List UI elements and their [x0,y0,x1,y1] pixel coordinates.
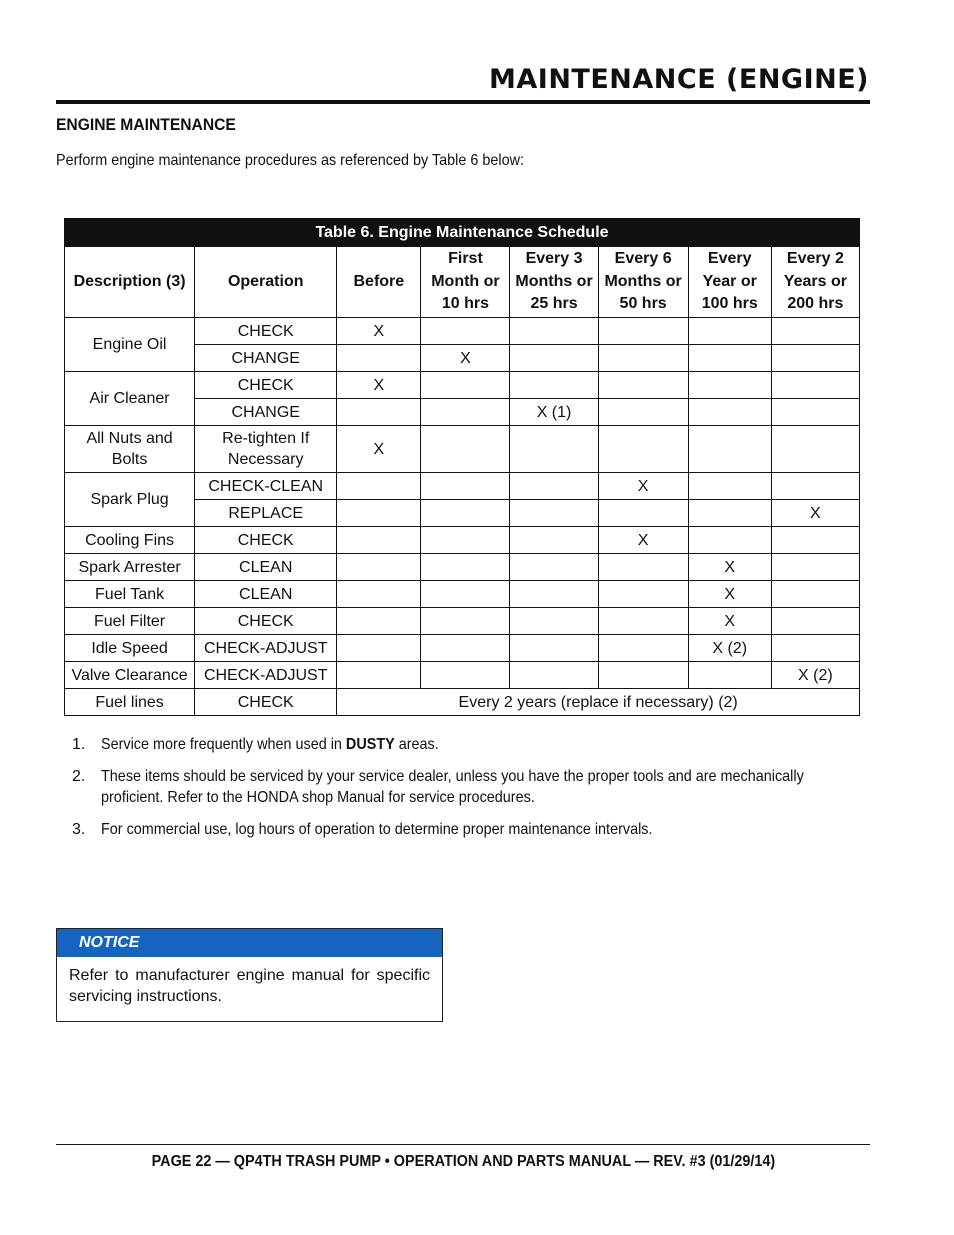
schedule-mark: X [598,527,688,554]
note-number: 1. [72,736,86,753]
table-row [65,473,860,500]
schedule-mark: X [771,500,859,527]
note-emphasis: DUSTY [345,736,395,753]
operation-cell: CHANGE [195,399,337,426]
description-cell: Idle Speed [65,635,195,662]
column-header: Every 3 Months or 25 hrs [510,247,598,318]
table-row [65,689,860,716]
list-item [72,766,862,808]
table-row [65,527,860,554]
schedule-mark: X [688,581,771,608]
operation-cell: CHECK-CLEAN [195,473,337,500]
schedule-mark: X [688,554,771,581]
operation-cell: CHECK-ADJUST [195,662,337,689]
page-title: MAINTENANCE (ENGINE) [489,64,869,95]
description-cell: Air Cleaner [65,372,195,426]
note-number: 3. [72,821,86,838]
operation-cell: CHANGE [195,345,337,372]
footer-text: PAGE 22 — QP4TH TRASH PUMP • OPERATION AND PARTS MANUAL — REV. #3 (01/29/14) [151,1153,775,1170]
column-header: First Month or 10 hrs [421,247,510,318]
maintenance-schedule-table [64,218,860,716]
description-cell: Cooling Fins [65,527,195,554]
operation-cell: REPLACE [195,500,337,527]
description-cell: Spark Plug [65,473,195,527]
description-cell: Spark Arrester [65,554,195,581]
operation-cell: CHECK [195,318,337,345]
schedule-mark: X (2) [771,662,859,689]
operation-cell: CLEAN [195,554,337,581]
table-row [65,554,860,581]
table-row [65,635,860,662]
operation-cell: CHECK-ADJUST [195,635,337,662]
section-heading: ENGINE MAINTENANCE [56,115,236,134]
schedule-mark: X [688,608,771,635]
notice-body: Refer to manufacturer engine manual for specific servicing instructions. [69,967,430,1005]
page-footer [56,1153,870,1171]
fuel-lines-note: Every 2 years (replace if necessary) (2) [337,689,860,716]
column-header: Every 6 Months or 50 hrs [598,247,688,318]
column-header: Before [337,247,421,318]
column-header: Description (3) [65,247,195,318]
note-text: areas. [394,736,439,753]
table-row [65,426,860,473]
operation-cell: CHECK [195,608,337,635]
note-number: 2. [72,768,86,785]
operation-cell: Re-tighten If Necessary [195,426,337,473]
schedule-mark: X [337,318,421,345]
operation-cell: CHECK [195,689,337,716]
description-cell: Valve Clearance [65,662,195,689]
description-cell: Fuel Tank [65,581,195,608]
operation-cell: CLEAN [195,581,337,608]
column-header: Every Year or 100 hrs [688,247,771,318]
schedule-mark: X (2) [688,635,771,662]
table-row [65,318,860,345]
table-row [65,581,860,608]
operation-cell: CHECK [195,527,337,554]
table-notes [72,734,862,851]
note-text: Service more frequently when used in [101,736,346,753]
list-item [72,734,862,755]
notice-label: NOTICE [57,929,442,957]
intro-text: Perform engine maintenance procedures as referenced by Table 6 below: [56,152,525,169]
table-row [65,608,860,635]
operation-cell: CHECK [195,372,337,399]
list-item [72,819,862,840]
table-caption: Table 6. Engine Maintenance Schedule [65,219,860,247]
schedule-mark: X (1) [510,399,598,426]
note-text: For commercial use, log hours of operation to determine proper maintenance intervals. [101,821,653,838]
column-header: Every 2 Years or 200 hrs [771,247,859,318]
table-row [65,372,860,399]
column-header: Operation [195,247,337,318]
description-cell: Fuel Filter [65,608,195,635]
notice-box [56,928,443,1022]
table-row [65,662,860,689]
title-rule [56,100,870,104]
description-cell: Engine Oil [65,318,195,372]
schedule-mark: X [337,426,421,473]
schedule-mark: X [421,345,510,372]
note-text: These items should be serviced by your service dealer, unless you have the proper tools and are mechanically proficient. Refer to the HONDA shop Manual for service procedures. [101,768,804,806]
description-cell: All Nuts and Bolts [65,426,195,473]
footer-rule [56,1144,870,1145]
description-cell: Fuel lines [65,689,195,716]
schedule-mark: X [337,372,421,399]
schedule-mark: X [598,473,688,500]
